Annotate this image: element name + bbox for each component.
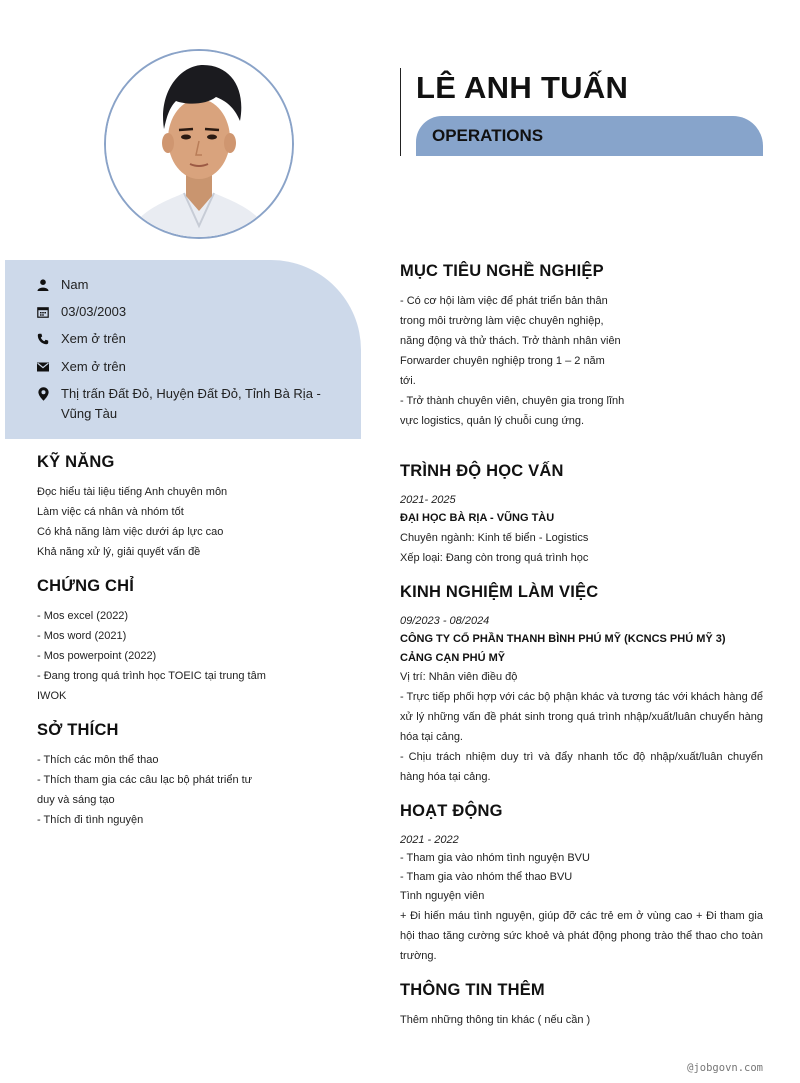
objective-line: - Có cơ hội làm việc để phát triển bản thân [400, 295, 608, 307]
experience-company-sub: CẢNG CẠN PHÚ MỸ [400, 652, 506, 664]
hobbies-title: SỞ THÍCH [37, 721, 119, 739]
objective-line: Forwarder chuyên nghiệp trong 1 – 2 năm [400, 355, 605, 367]
skill-item: Đọc hiểu tài liệu tiếng Anh chuyên môn [37, 486, 228, 498]
mail-icon [36, 357, 50, 377]
title-divider [400, 68, 401, 156]
education-school: ĐẠI HỌC BÀ RỊA - VŨNG TÀU [400, 512, 555, 524]
position-title: OPERATIONS [432, 126, 544, 145]
certificate-item: - Mos word (2021) [37, 630, 127, 642]
phone-icon [36, 329, 50, 349]
hobby-item: - Thích tham gia các câu lạc bộ phát triển tư [37, 774, 253, 786]
contact-gender-text: Nam [61, 277, 89, 292]
location-pin-icon [36, 384, 50, 404]
watermark: @jobgovn.com [687, 1062, 763, 1074]
certificate-item: - Mos excel (2022) [37, 610, 129, 622]
contact-email [36, 357, 331, 377]
activity-line: - Tham gia vào nhóm thể thao BVU [400, 871, 573, 883]
contact-birthday [36, 302, 331, 322]
experience-desc: - Chịu trách nhiệm duy trì và đẩy nhanh tốc độ nhập/xuất/luân chuyển hàng hóa tại cảng. [400, 751, 763, 783]
education-period: 2021- 2025 [400, 494, 456, 506]
skill-item: Khả năng xử lý, giải quyết vấn đề [37, 546, 201, 558]
profile-photo [104, 49, 294, 239]
skills-title: KỸ NĂNG [37, 453, 115, 471]
profile-photo-illustration [106, 51, 292, 237]
experience-title: KINH NGHIỆM LÀM VIỆC [400, 583, 599, 601]
education-major: Chuyên ngành: Kinh tế biển - Logistics [400, 532, 589, 544]
contact-phone [36, 329, 331, 349]
activity-desc: + Đi hiến máu tình nguyện, giúp đỡ các trẻ em ở vùng cao + Đi tham gia hội thao tăng cường sức khoẻ và phát động phong trào thể thao cho toàn trường. [400, 910, 763, 962]
experience-role: Vị trí: Nhân viên điều độ [400, 671, 518, 683]
objective-line: tới. [400, 375, 416, 387]
contact-birthday-text: 03/03/2003 [61, 304, 127, 319]
extra-info-title: THÔNG TIN THÊM [400, 981, 545, 999]
objective-line: trong môi trường làm việc chuyên nghiệp, [400, 315, 604, 327]
person-icon [36, 275, 50, 295]
certificate-item: - Đang trong quá trình học TOEIC tại trung tâm [37, 670, 266, 682]
candidate-name: LÊ ANH TUẤN [416, 70, 629, 105]
activities-title: HOẠT ĐỘNG [400, 802, 503, 820]
skill-item: Có khả năng làm việc dưới áp lực cao [37, 526, 224, 538]
education-title: TRÌNH ĐỘ HỌC VẤN [400, 462, 564, 480]
experience-company: CÔNG TY CỔ PHẦN THANH BÌNH PHÚ MỸ (KCNCS PHÚ MỸ 3) [400, 633, 726, 645]
activity-line: Tình nguyện viên [400, 890, 485, 902]
skill-item: Làm việc cá nhân và nhóm tốt [37, 506, 184, 518]
contact-email-text: Xem ở trên [61, 359, 126, 374]
hobby-item: duy và sáng tạo [37, 794, 115, 806]
certificate-item: IWOK [37, 690, 67, 702]
extra-info-text: Thêm những thông tin khác ( nếu cần ) [400, 1014, 591, 1026]
objective-title: MỤC TIÊU NGHỀ NGHIỆP [400, 262, 604, 280]
position-banner [416, 116, 763, 156]
certificates-title: CHỨNG CHỈ [37, 577, 135, 595]
education-rank: Xếp loại: Đang còn trong quá trình học [400, 552, 589, 564]
contact-address-text: Thị trấn Đất Đỏ, Huyện Đất Đỏ, Tỉnh Bà Rịa - Vũng Tàu [61, 386, 321, 421]
objective-line: vực logistics, quản lý chuỗi cung ứng. [400, 415, 585, 427]
objective-line: năng động và thử thách. Trở thành nhân viên [400, 335, 621, 347]
contact-phone-text: Xem ở trên [61, 331, 126, 346]
experience-desc: - Trực tiếp phối hợp với các bộ phận khác và tương tác với khách hàng để xử lý những vấn đề phát sinh trong quá trình nhập/xuất/luân chuyển hàng hóa tại cảng. [400, 691, 763, 743]
activities-period: 2021 - 2022 [400, 834, 459, 846]
certificate-item: - Mos powerpoint (2022) [37, 650, 157, 662]
hobby-item: - Thích các môn thể thao [37, 754, 159, 766]
activity-line: - Tham gia vào nhóm tình nguyện BVU [400, 852, 590, 864]
hobby-item: - Thích đi tình nguyện [37, 814, 144, 826]
contact-gender [36, 275, 331, 295]
contact-address [36, 384, 331, 424]
objective-line: - Trở thành chuyên viên, chuyên gia trong lĩnh [400, 395, 625, 407]
experience-period: 09/2023 - 08/2024 [400, 615, 490, 627]
calendar-icon [36, 302, 50, 322]
